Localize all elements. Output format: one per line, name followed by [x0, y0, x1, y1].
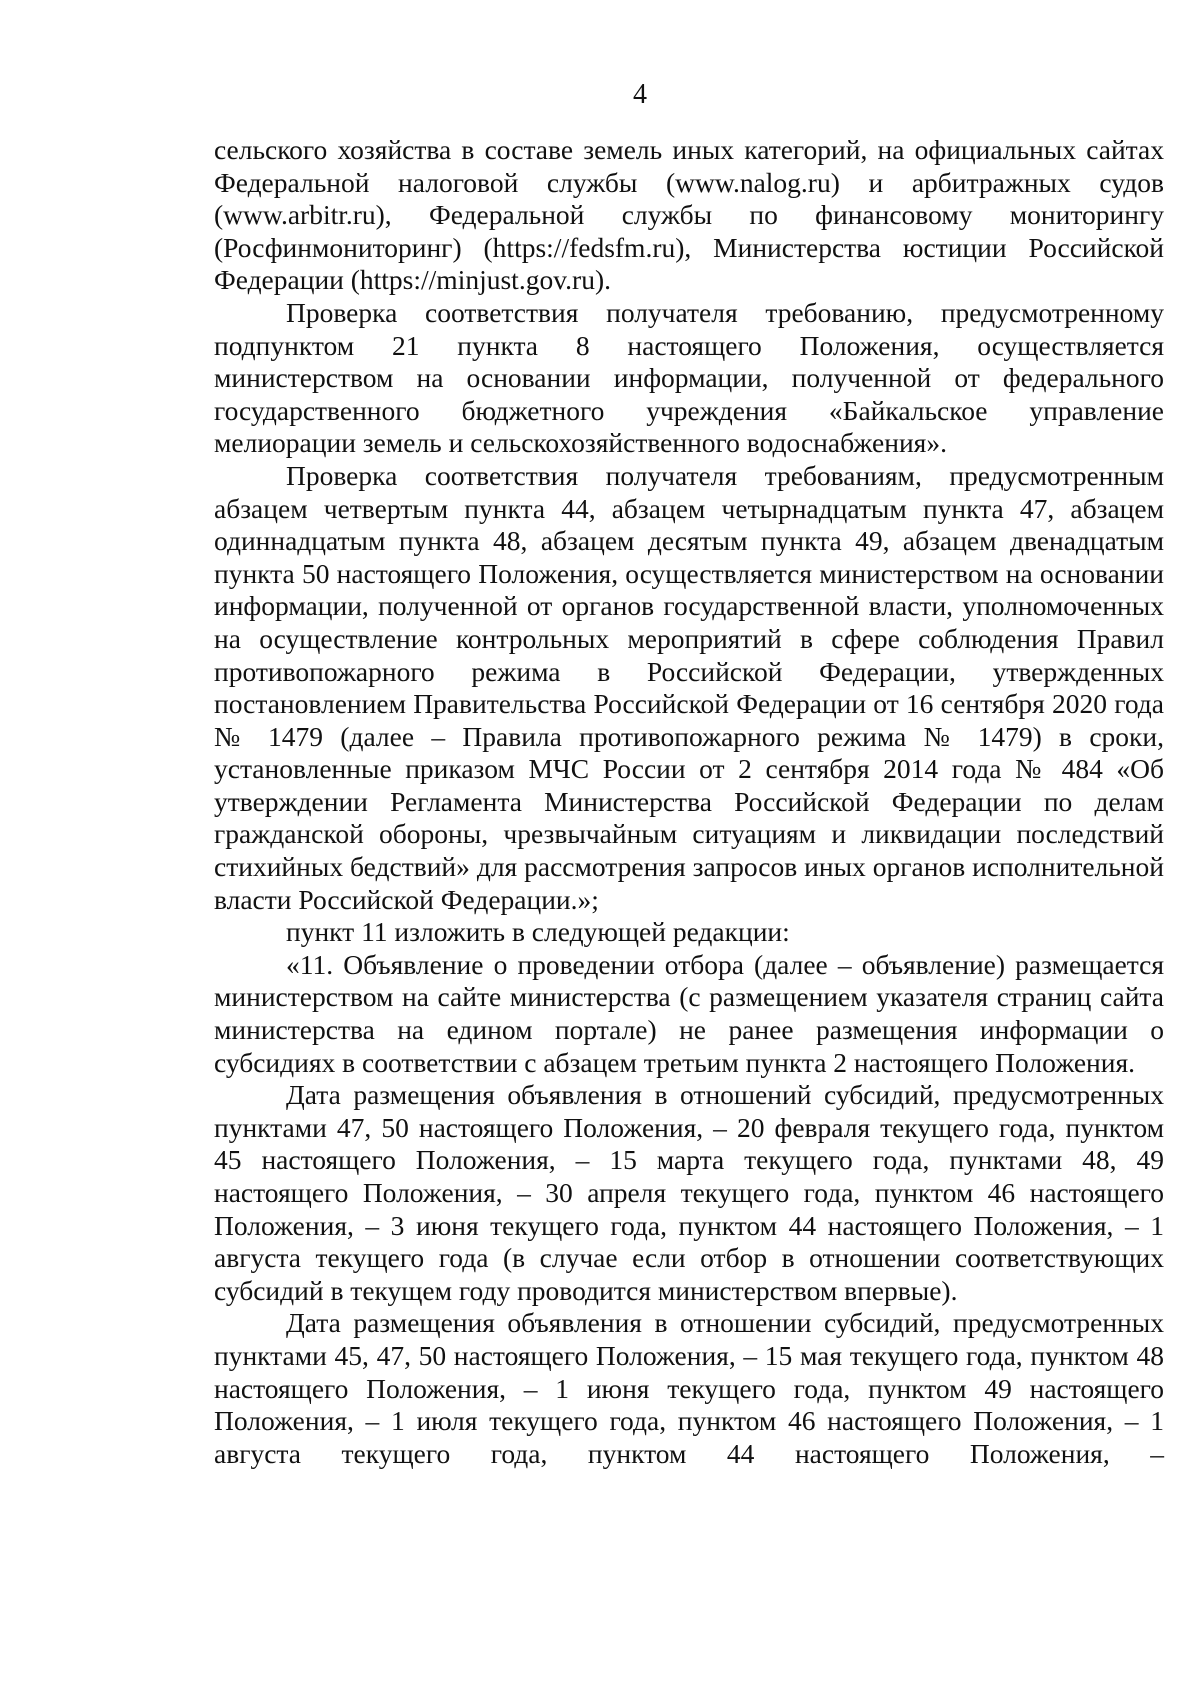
paragraph-verification-fire-safety: Проверка соответствия получателя требованиям, предусмотренным абзацем четвертым пункта 44, абзацем четырнадцатым пункта 47, абзацем одиннадцатым пункта 48, абзацем десятым пункта 49, абзацем двенадцатым пункта 50 настоящего Положения, осуществляется министерством на основании информации, полученной от органов государственной власти, уполномоченных на осуществление контрольных мероприятий в сфере соблюдения Правил противопожарного режима в Российской Федерации, утвержденных постановлением Правительства Российской Федерации от 16 сентября 2020 года № 1479 (далее – Правила противопожарного режима № 1479) в сроки, установленные приказом МЧС России от 2 сентября 2014 года № 484 «Об утверждении Регламента Министерства Российской Федерации по делам гражданской обороны, чрезвычайным ситуациям и ликвидации последствий стихийных бедствий» для рассмотрения запросов иных органов исполнительной власти Российской Федерации.»;	[214, 459, 1164, 915]
paragraph-point-11-announcement: «11. Объявление о проведении отбора (далее – объявление) размещается министерством на сайте министерства (с размещением указателя страниц сайта министерства на едином портале) не ранее размещения информации о субсидиях в соответствии с абзацем третьим пункта 2 настоящего Положения.	[214, 948, 1164, 1078]
paragraph-first-selection-dates: Дата размещения объявления в отношений субсидий, предусмотренных пунктами 47, 50 настоящего Положения, – 20 февраля текущего года, пунктом 45 настоящего Положения, – 15 марта текущего года, пунктами 48, 49 настоящего Положения, – 30 апреля текущего года, пунктом 46 настоящего Положения, – 3 июня текущего года, пунктом 44 настоящего Положения, – 1 августа текущего года (в случае если отбор в отношении соответствующих субсидий в текущем году проводится министерством впервые).	[214, 1079, 1164, 1306]
paragraph-repeat-selection-dates: Дата размещения объявления в отношении субсидий, предусмотренных пунктами 45, 47, 50 настоящего Положения, – 15 мая текущего года, пунктом 48 настоящего Положения, – 1 июня текущего года, пунктом 49 настоящего Положения, – 1 июля текущего года, пунктом 46 настоящего Положения, – 1 августа текущего года, пунктом 44 настоящего Положения, –	[214, 1307, 1164, 1469]
paragraph-amend-point-11: пункт 11 изложить в следующей редакции:	[286, 916, 790, 948]
paragraph-continuation: сельского хозяйства в составе земель иных категорий, на официальных сайтах Федеральной налоговой службы (www.nalog.ru) и арбитражных судов (www.arbitr.ru), Федеральной службы по финансовому мониторингу (Росфинмониторинг) (https://fedsfm.ru), Министерства юстиции Российской Федерации (https://minjust.gov.ru).	[214, 134, 1164, 296]
paragraph-verification-subparagraph-21: Проверка соответствия получателя требованию, предусмотренному подпунктом 21 пункта 8 настоящего Положения, осуществляется министерством на основании информации, полученной от федерального государственного бюджетного учреждения «Байкальское управление мелиорации земель и сельскохозяйственного водоснабжения».	[214, 296, 1164, 459]
page-number: 4	[633, 79, 647, 110]
document-body	[214, 134, 1164, 1470]
